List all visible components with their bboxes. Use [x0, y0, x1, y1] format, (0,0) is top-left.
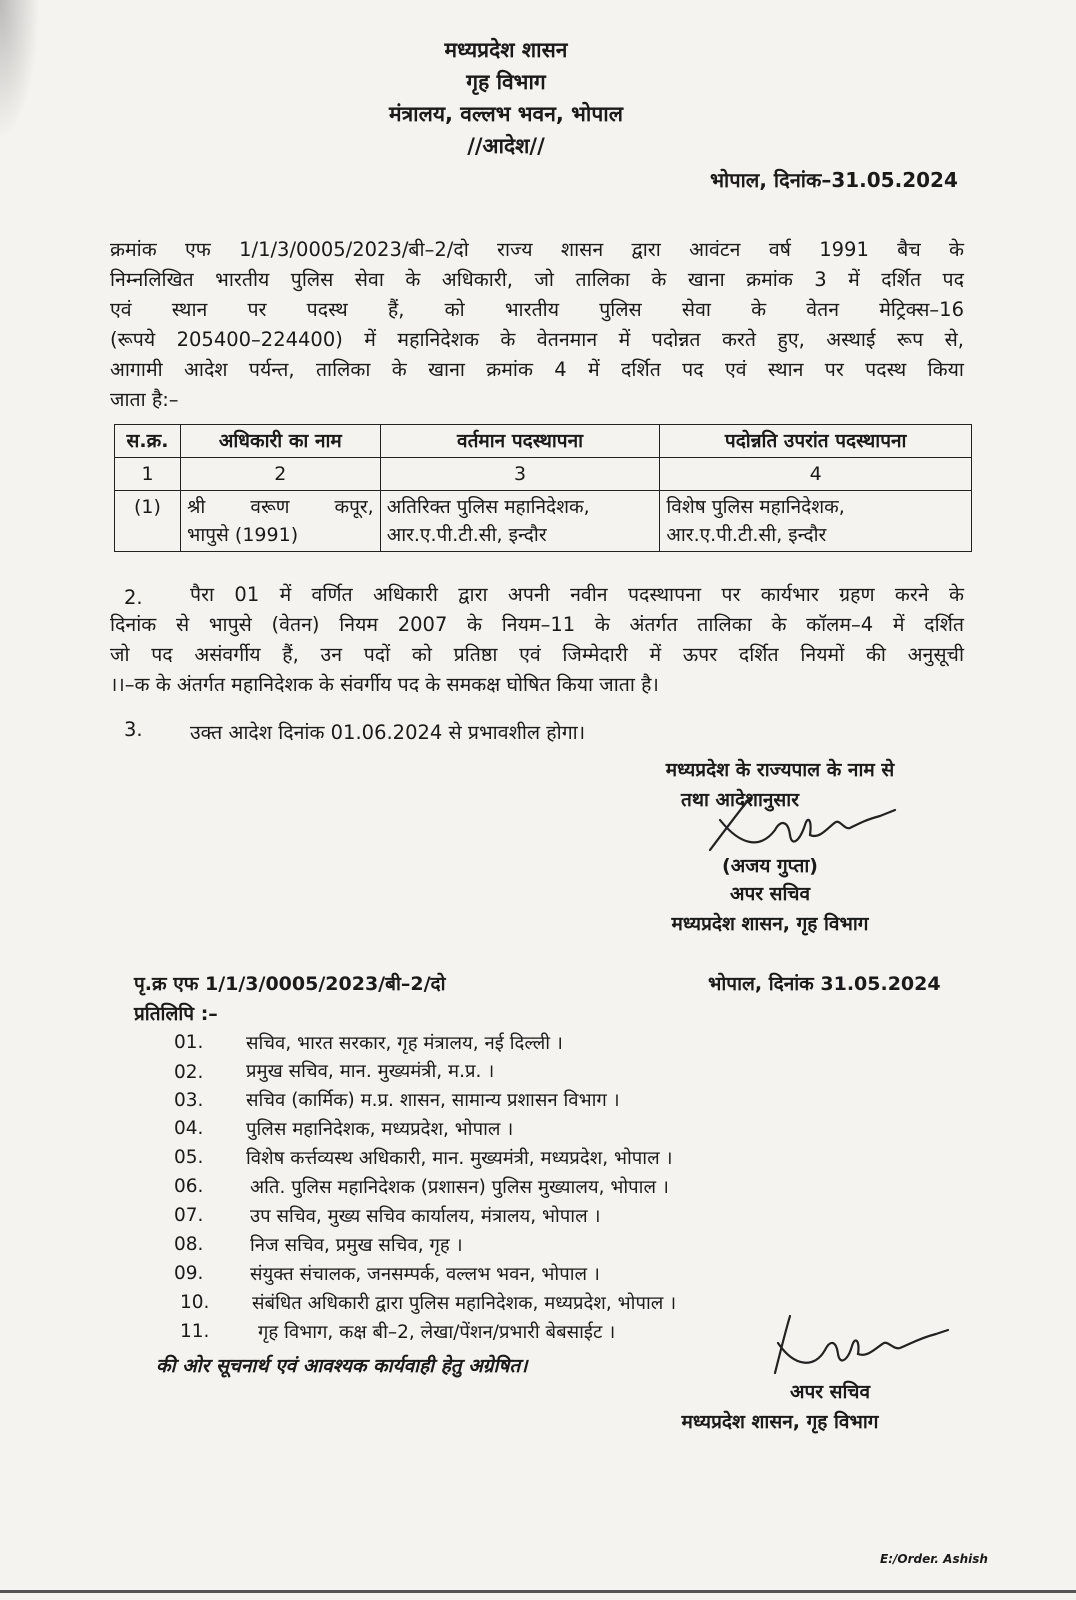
recipient-number: 07.: [174, 1205, 204, 1226]
recipient-number: 05.: [174, 1147, 204, 1168]
col-number: 2: [180, 458, 380, 491]
table-header-row: [115, 425, 972, 458]
recipient-number: 10.: [180, 1292, 210, 1313]
recipient-number: 03.: [174, 1090, 204, 1111]
recipient-number: 08.: [174, 1234, 204, 1255]
department-title: गृह विभाग: [466, 70, 546, 94]
paragraph-line: जाता है:–: [110, 388, 179, 411]
paragraph-line: आगामी आदेश पर्यन्त, तालिका के खाना क्रमांक 4 में दर्शित पद एवं स्थान पर पदस्थ किया: [110, 358, 964, 381]
recipient-item: संयुक्त संचालक, जनसम्पर्क, वल्लभ भवन, भोपाल ।: [250, 1264, 600, 1285]
order-date: भोपाल, दिनांक–31.05.2024: [710, 168, 958, 192]
recipient-item: संबंधित अधिकारी द्वारा पुलिस महानिदेशक, मध्यप्रदेश, भोपाल ।: [252, 1293, 677, 1314]
cell-name: [180, 491, 380, 552]
recipient-number: 01.: [174, 1032, 204, 1053]
order-paragraph-2-cont: [110, 610, 964, 700]
recipient-item: उप सचिव, मुख्य सचिव कार्यालय, मंत्रालय, भोपाल ।: [250, 1206, 601, 1227]
signatory-name: (अजय गुप्ता): [722, 855, 818, 877]
recipient-item: सचिव (कार्मिक) म.प्र. शासन, सामान्य प्रशासन विभाग ।: [246, 1090, 620, 1111]
para2-number: 2.: [124, 586, 143, 609]
col-number: 1: [115, 458, 181, 491]
endorsement-designation: अपर सचिव: [789, 1381, 871, 1403]
copy-label: प्रतिलिपि :–: [134, 1003, 218, 1025]
paragraph-line: ।।–क के अंतर्गत महानिदेशक के संवर्गीय पद के समकक्ष घोषित किया जाता है।: [110, 673, 659, 696]
current-line-1: अतिरिक्त पुलिस महानिदेशक,: [386, 496, 590, 518]
recipient-number: 09.: [174, 1263, 204, 1284]
current-line-2: आर.ए.पी.टी.सी, इन्दौर: [386, 524, 547, 546]
paragraph-line: पैरा 01 में वर्णित अधिकारी द्वारा अपनी नवीन पदस्थापना पर कार्यभार ग्रहण करने के: [190, 583, 964, 606]
col-number: 3: [380, 458, 660, 491]
authority-line: मध्यप्रदेश के राज्यपाल के नाम से: [665, 759, 895, 781]
table-row: [115, 491, 972, 552]
paragraph-line: (रूपये 205400–224400) में महानिदेशक के वेतनमान में पदोन्नत करते हुए, अस्थाई रूप से,: [110, 328, 964, 351]
col-header-sno: स.क्र.: [115, 425, 181, 458]
recipient-number: 11.: [180, 1321, 210, 1342]
col-number: 4: [660, 458, 972, 491]
paragraph-line: एवं स्थान पर पदस्थ हैं, को भारतीय पुलिस सेवा के वेतन मेट्रिक्स–16: [110, 298, 964, 321]
paragraph-line: जो पद असंवर्गीय हैं, उन पदों को प्रतिष्ठा एवं जिम्मेदारी में ऊपर दर्शित नियमों की अनुसूची: [110, 643, 964, 666]
para3-number: 3.: [124, 718, 143, 741]
signatory-department: मध्यप्रदेश शासन, गृह विभाग: [671, 913, 869, 935]
recipient-item: सचिव, भारत सरकार, गृह मंत्रालय, नई दिल्ली ।: [246, 1033, 563, 1054]
cell-promoted-posting: [660, 491, 972, 552]
col-header-current: वर्तमान पदस्थापना: [380, 425, 660, 458]
col-header-name: अधिकारी का नाम: [180, 425, 380, 458]
recipient-number: 06.: [174, 1176, 204, 1197]
posting-table: [114, 424, 972, 552]
endorsement-ref: पृ.क्र एफ 1/1/3/0005/2023/बी–2/दो: [134, 973, 446, 995]
cell-current-posting: [380, 491, 660, 552]
recipient-item: पुलिस महानिदेशक, मध्यप्रदेश, भोपाल ।: [246, 1119, 514, 1140]
recipient-item: अति. पुलिस महानिदेशक (प्रशासन) पुलिस मुख्यालय, भोपाल ।: [250, 1177, 669, 1198]
order-heading: //आदेश//: [467, 134, 545, 158]
file-reference: E:/Order. Ashish: [880, 1552, 988, 1566]
scan-bottom-edge: [0, 1590, 1076, 1593]
office-address: मंत्रालय, वल्लभ भवन, भोपाल: [389, 102, 623, 126]
recipient-number: 04.: [174, 1118, 204, 1139]
cell-sno: (1): [115, 491, 181, 552]
order-paragraph-2: [190, 580, 964, 610]
recipient-item: निज सचिव, प्रमुख सचिव, गृह ।: [250, 1235, 463, 1256]
paragraph-line: दिनांक से भापुसे (वेतन) नियम 2007 के नियम–11 के अंतर्गत तालिका के कॉलम–4 में दर्शित: [110, 613, 964, 636]
signatory-designation: अपर सचिव: [729, 883, 811, 905]
order-paragraph-1: [110, 235, 964, 415]
col-header-promoted: पदोन्नति उपरांत पदस्थापना: [660, 425, 972, 458]
recipient-item: प्रमुख सचिव, मान. मुख्यमंत्री, म.प्र. ।: [246, 1061, 495, 1082]
recipient-number: 02.: [174, 1062, 204, 1083]
endorsement-department: मध्यप्रदेश शासन, गृह विभाग: [681, 1411, 879, 1433]
order-paragraph-3: उक्त आदेश दिनांक 01.06.2024 से प्रभावशील होगा।: [190, 721, 586, 744]
name-line-1: श्री वरूण कपूर,: [186, 496, 374, 518]
authority-line-2: तथा आदेशानुसार: [681, 789, 799, 811]
forward-note: की ओर सूचनार्थ एवं आवश्यक कार्यवाही हेतु अग्रेषित।: [156, 1355, 528, 1377]
signature-2-image: [760, 1308, 960, 1388]
govt-title: मध्यप्रदेश शासन: [444, 38, 568, 62]
name-line-2: भापुसे (1991): [186, 524, 299, 546]
recipient-item: गृह विभाग, कक्ष बी–2, लेखा/पेंशन/प्रभारी बेबसाईट ।: [258, 1322, 616, 1343]
promoted-line-2: आर.ए.पी.टी.सी, इन्दौर: [666, 524, 827, 546]
table-colnum-row: [115, 458, 972, 491]
scan-shadow: [0, 0, 40, 140]
promoted-line-1: विशेष पुलिस महानिदेशक,: [666, 496, 845, 518]
paragraph-line: क्रमांक एफ 1/1/3/0005/2023/बी–2/दो राज्य शासन द्वारा आवंटन वर्ष 1991 बैच के: [110, 238, 964, 261]
paragraph-line: निम्नलिखित भारतीय पुलिस सेवा के अधिकारी, जो तालिका के खाना क्रमांक 3 में दर्शित पद: [110, 268, 964, 291]
recipient-item: विशेष कर्त्तव्यस्थ अधिकारी, मान. मुख्यमंत्री, मध्यप्रदेश, भोपाल ।: [246, 1148, 673, 1169]
endorsement-date: भोपाल, दिनांक 31.05.2024: [708, 973, 941, 995]
